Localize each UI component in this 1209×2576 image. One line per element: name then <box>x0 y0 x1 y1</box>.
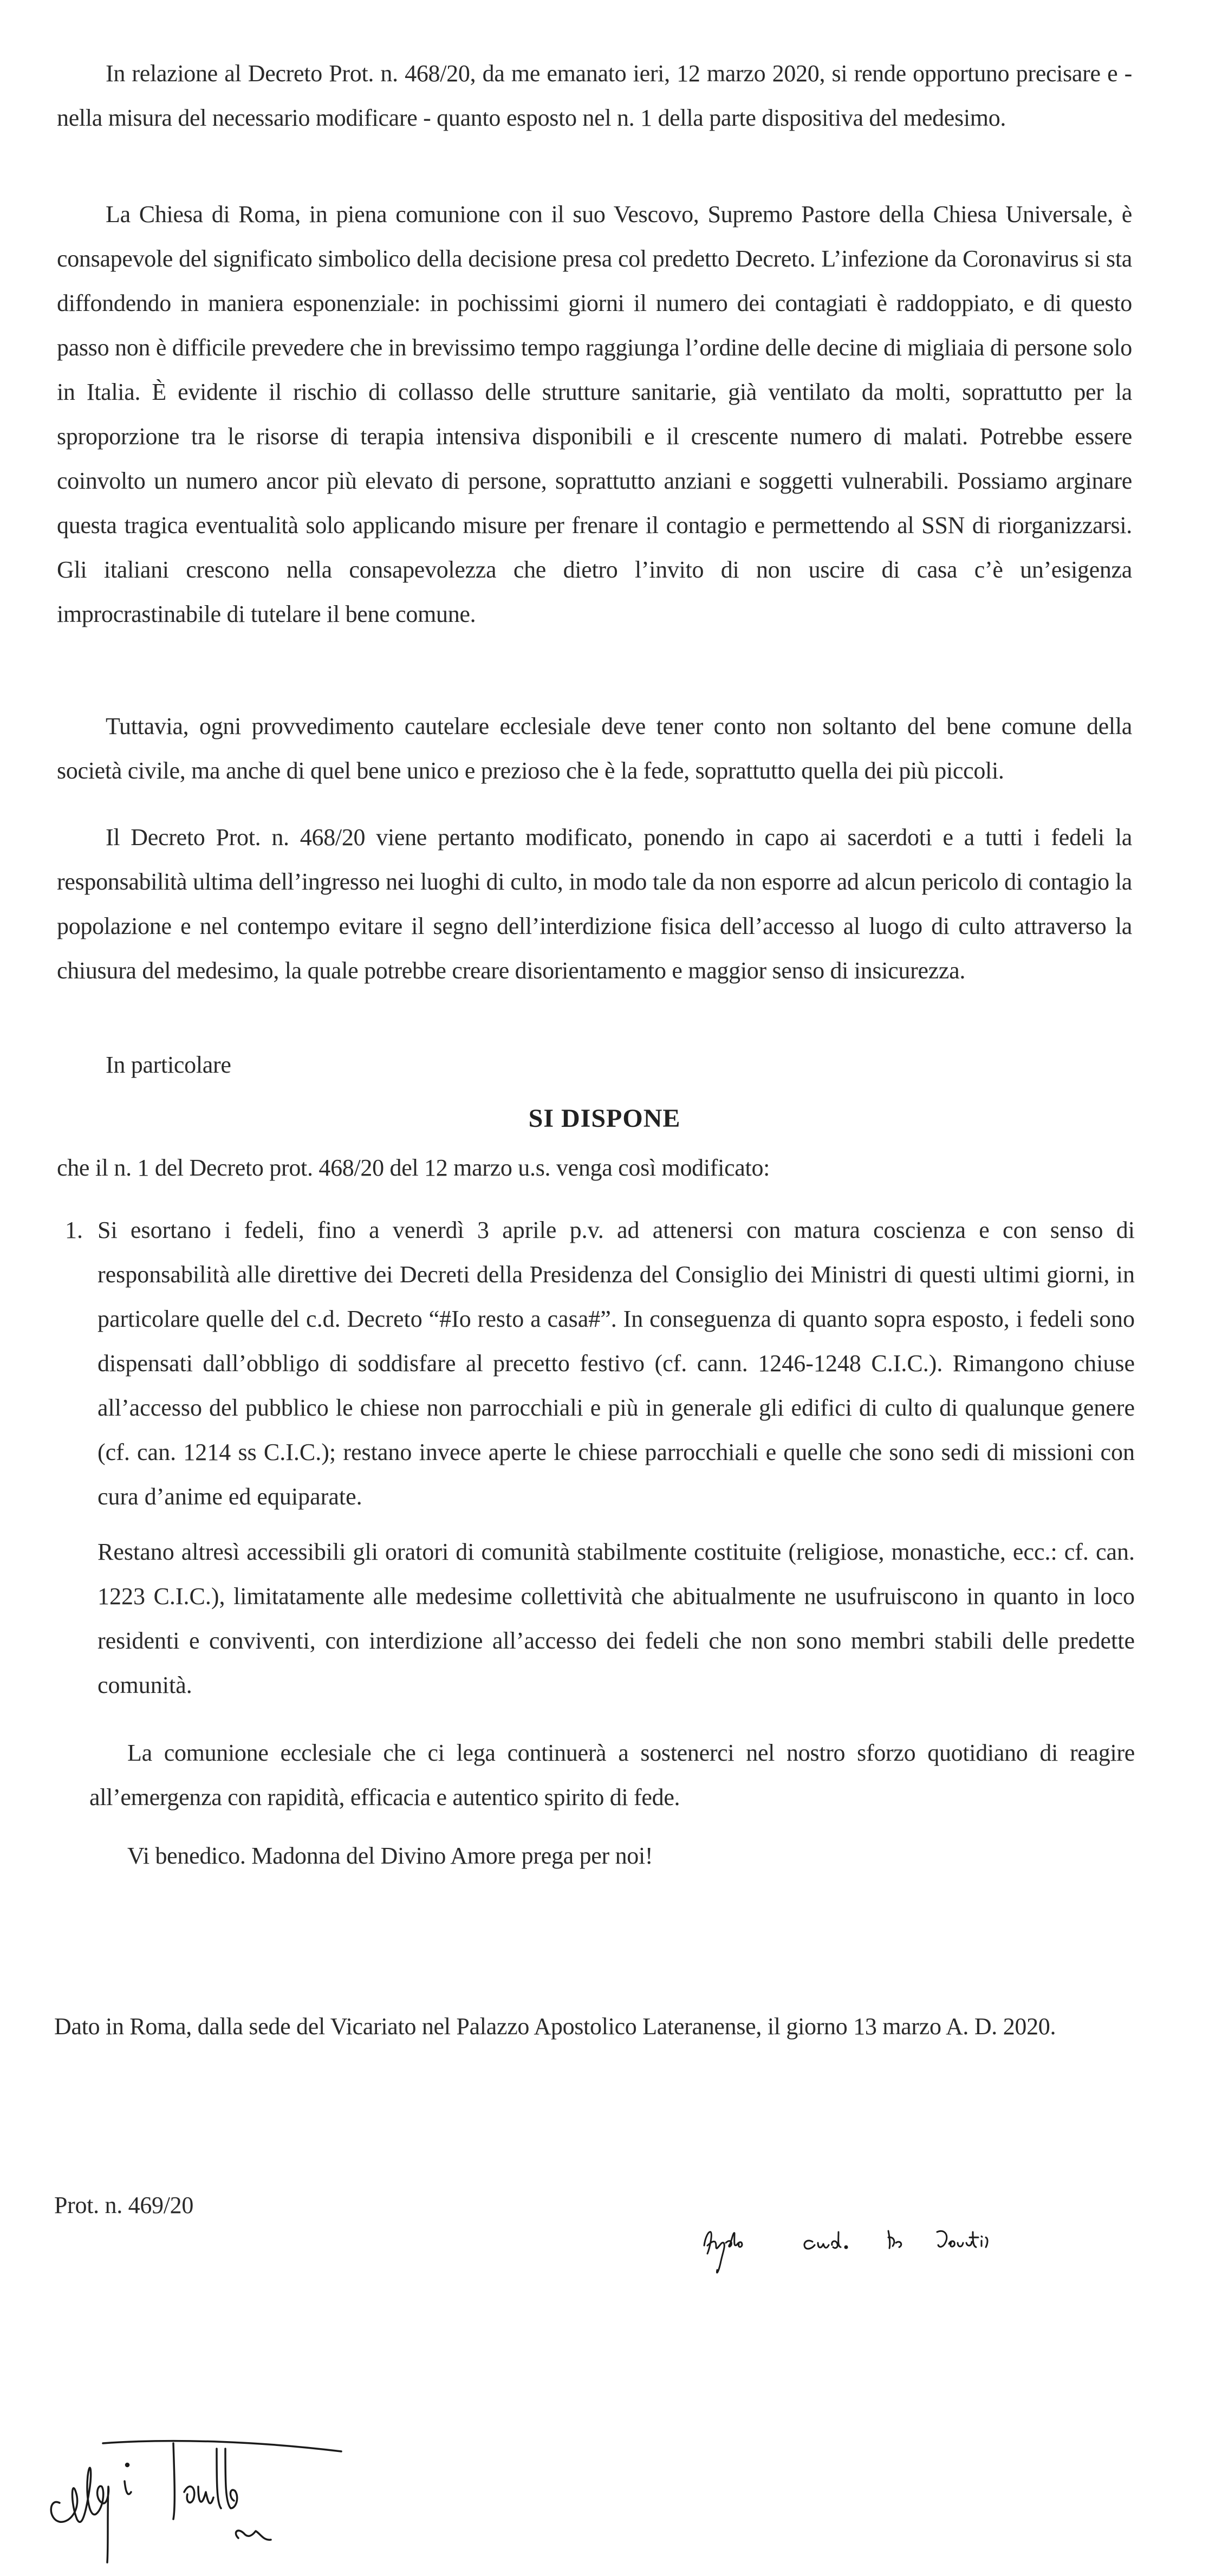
closing-paragraph <box>89 1731 1135 1820</box>
paragraph-4: Il Decreto Prot. n. 468/20 viene pertanto modificato, ponendo in capo ai sacerdoti e a tutti i fedeli la responsabilità ultima dell’ingresso nei luoghi di culto, in modo tale da non esporre ad alcun pericolo di contagio la popolazione e nel contempo evitare il segno dell’interdizione fisica dell’accesso al luogo di culto attraverso la chiusura del medesimo, la quale potrebbe creare disorientamento e maggior senso di insicurezza. <box>57 824 1132 984</box>
signature-cardinal-icon <box>699 2221 1110 2281</box>
list-item-paragraph-1: Si esortano i fedeli, fino a venerdì 3 aprile p.v. ad attenersi con matura coscienza e con senso di responsabilità alle direttive dei Decreti della Presidenza del Consiglio dei Ministri di questi ultimi giorni, in particolare quelle del c.d. Decreto “#Io resto a casa#”. In conseguenza di quanto sopra esposto, i fedeli sono dispensati dall’obbligo di soddisfare al precetto festivo (cf. cann. 1246-1248 C.I.C.). Rimangono chiuse all’accesso del pubblico le chiese non parrocchiali e più in generale gli edifici di culto di qualunque genere (cf. can. 1214 ss C.I.C.); restano invece aperte le chiese parrocchiali e quelle che sono sedi di missioni con cura d’anime ed equiparate. <box>98 1217 1135 1510</box>
protocol-text: Prot. n. 469/20 <box>54 2192 194 2218</box>
paragraph-1: In relazione al Decreto Prot. n. 468/20, da me emanato ieri, 12 marzo 2020, si rende opportuno precisare e - nella misura del necessario modificare - quanto esposto nel n. 1 della parte dispositiva del medesimo. <box>57 60 1132 131</box>
intro-line <box>57 1146 1132 1190</box>
paragraph-5: In particolare <box>106 1052 231 1078</box>
list-item-paragraph-2: Restano altresì accessibili gli oratori di comunità stabilmente costituite (religiose, monastiche, ecc.: cf. can. 1223 C.I.C.), limitatamente alle medesime collettività che abitualmente ne usufruiscono in quanto in loco residenti e conviventi, con interdizione all’accesso dei fedeli che non sono membri stabili delle predette comunità. <box>98 1539 1135 1698</box>
caution-paragraph <box>57 704 1132 793</box>
context-paragraph <box>57 192 1132 637</box>
blessing <box>127 1834 1102 1878</box>
in-particolare <box>57 1043 1132 1087</box>
closing-text: La comunione ecclesiale che ci lega continuerà a sostenerci nel nostro sforzo quotidiano di reagire all’emergenza con rapidità, efficacia e autentico spirito di fede. <box>89 1740 1135 1811</box>
paragraph-2: La Chiesa di Roma, in piena comunione con il suo Vescovo, Supremo Pastore della Chiesa Universale, è consapevole del significato simbolico della decisione presa col predetto Decreto. L’infezione da Coronavirus si sta diffondendo in maniera esponenziale: in pochissimi giorni il numero dei contagiati è raddoppiato, e di questo passo non è difficile prevedere che in brevissimo tempo raggiunga l’ordine delle decine di migliaia di persone solo in Italia. È evidente il rischio di collasso delle strutture sanitarie, già ventilato da molti, soprattutto per la sproporzione tra le risorse di terapia intensiva disponibili e il crescente numero di malati. Potrebbe essere coinvolto un numero ancor più elevato di persone, soprattutto anziani e soggetti vulnerabili. Possiamo arginare questa tragica eventualità solo applicando misure per frenare il contagio e permettendo al SSN di riorganizzarsi. Gli italiani crescono nella consapevolezza che dietro l’invito di non uscire di casa c’è un’esigenza improcrastinabile di tutelare il bene comune. <box>57 201 1132 627</box>
dated-line <box>54 2004 1129 2049</box>
list-item <box>65 1208 1135 1708</box>
list-item-number: 1. <box>65 1217 83 1243</box>
signature-cardinal <box>699 2221 1110 2281</box>
intro-line-text: che il n. 1 del Decreto prot. 468/20 del 12 marzo u.s. venga così modificato: <box>57 1154 770 1181</box>
intro-paragraph <box>57 51 1132 140</box>
section-heading: SI DISPONE <box>528 1104 681 1133</box>
dated-text: Dato in Roma, dalla sede del Vicariato nel Palazzo Apostolico Lateranense, il giorno 13 marzo A. D. 2020. <box>54 2013 1056 2040</box>
paragraph-3: Tuttavia, ogni provvedimento cautelare ecclesiale deve tener conto non soltanto del bene comune della società civile, ma anche di quel bene unico e prezioso che è la fede, soprattutto quella dei più piccoli. <box>57 713 1132 784</box>
signature-secondary <box>38 2427 428 2568</box>
protocol-number <box>54 2183 379 2228</box>
blessing-text: Vi benedico. Madonna del Divino Amore prega per noi! <box>127 1842 653 1869</box>
signature-secondary-icon <box>38 2427 428 2568</box>
modification-paragraph <box>57 815 1132 993</box>
